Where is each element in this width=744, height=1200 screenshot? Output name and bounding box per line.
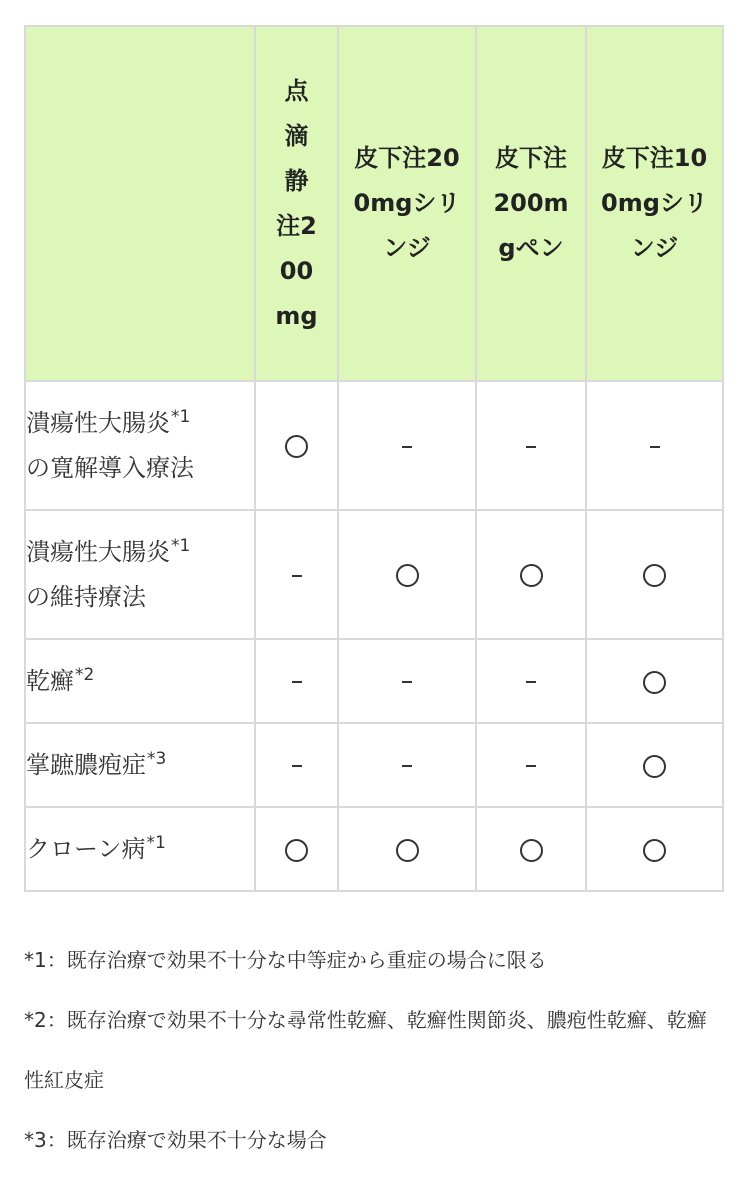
footnote-marker: *1 (171, 406, 191, 427)
mark-cell (255, 723, 338, 807)
footnote-marker: *1 (171, 535, 191, 556)
mark-cell (586, 723, 723, 807)
footnote-2: *2：既存治療で効果不十分な尋常性乾癬、乾癬性関節炎、膿疱性乾癬、乾癬性紅皮症 (24, 1008, 707, 1092)
table-row (25, 381, 723, 510)
dash-mark-icon (292, 681, 302, 683)
dash-mark-icon (526, 681, 536, 683)
footnotes (24, 930, 724, 1170)
mark-cell (476, 723, 586, 807)
header-sc-100mg-syringe: 皮下注100mgシリンジ (586, 26, 723, 381)
mark-cell (255, 807, 338, 891)
header-sc-200mg-syringe: 皮下注200mgシリンジ (338, 26, 476, 381)
footnote-marker: *3 (147, 748, 167, 769)
dash-mark-icon (526, 765, 536, 767)
footnote-1: *1：既存治療で効果不十分な中等症から重症の場合に限る (24, 948, 547, 972)
circle-mark-icon (520, 564, 543, 587)
mark-cell (255, 381, 338, 510)
dash-mark-icon (402, 765, 412, 767)
circle-mark-icon (520, 839, 543, 862)
circle-mark-icon (285, 839, 308, 862)
row-label: 潰瘍性大腸炎$^{*1}$ の寛解導入療法 (25, 381, 255, 510)
dash-mark-icon (292, 765, 302, 767)
indication-table (24, 25, 724, 892)
footnote-3: *3：既存治療で効果不十分な場合 (24, 1128, 327, 1152)
mark-cell (255, 510, 338, 639)
indication-table-container (24, 25, 724, 892)
row-label: クローン病$^{*1}$ (25, 807, 255, 891)
header-empty-cell (25, 26, 255, 381)
mark-cell (338, 510, 476, 639)
circle-mark-icon (396, 564, 419, 587)
circle-mark-icon (396, 839, 419, 862)
mark-cell (476, 510, 586, 639)
mark-cell (476, 807, 586, 891)
mark-cell (338, 723, 476, 807)
mark-cell (338, 381, 476, 510)
mark-cell (338, 807, 476, 891)
table-row (25, 639, 723, 723)
circle-mark-icon (643, 755, 666, 778)
mark-cell (476, 381, 586, 510)
table-row (25, 723, 723, 807)
dash-mark-icon (292, 575, 302, 577)
footnote-marker: *1 (146, 832, 166, 853)
footnote-marker: *2 (75, 664, 95, 685)
header-iv-200mg: 点滴静注200mg (255, 26, 338, 381)
row-label: 潰瘍性大腸炎$^{*1}$ の維持療法 (25, 510, 255, 639)
circle-mark-icon (643, 839, 666, 862)
mark-cell (586, 639, 723, 723)
dash-mark-icon (526, 446, 536, 448)
dash-mark-icon (402, 681, 412, 683)
dash-mark-icon (402, 446, 412, 448)
mark-cell (586, 510, 723, 639)
table-row (25, 510, 723, 639)
mark-cell (476, 639, 586, 723)
circle-mark-icon (285, 435, 308, 458)
circle-mark-icon (643, 564, 666, 587)
mark-cell (586, 381, 723, 510)
dash-mark-icon (650, 446, 660, 448)
mark-cell (255, 639, 338, 723)
circle-mark-icon (643, 671, 666, 694)
table-header-row (25, 26, 723, 381)
table-row (25, 807, 723, 891)
row-label: 乾癬$^{*2}$ (25, 639, 255, 723)
mark-cell (586, 807, 723, 891)
header-sc-200mg-pen: 皮下注200mgペン (476, 26, 586, 381)
mark-cell (338, 639, 476, 723)
row-label: 掌蹠膿疱症$^{*3}$ (25, 723, 255, 807)
